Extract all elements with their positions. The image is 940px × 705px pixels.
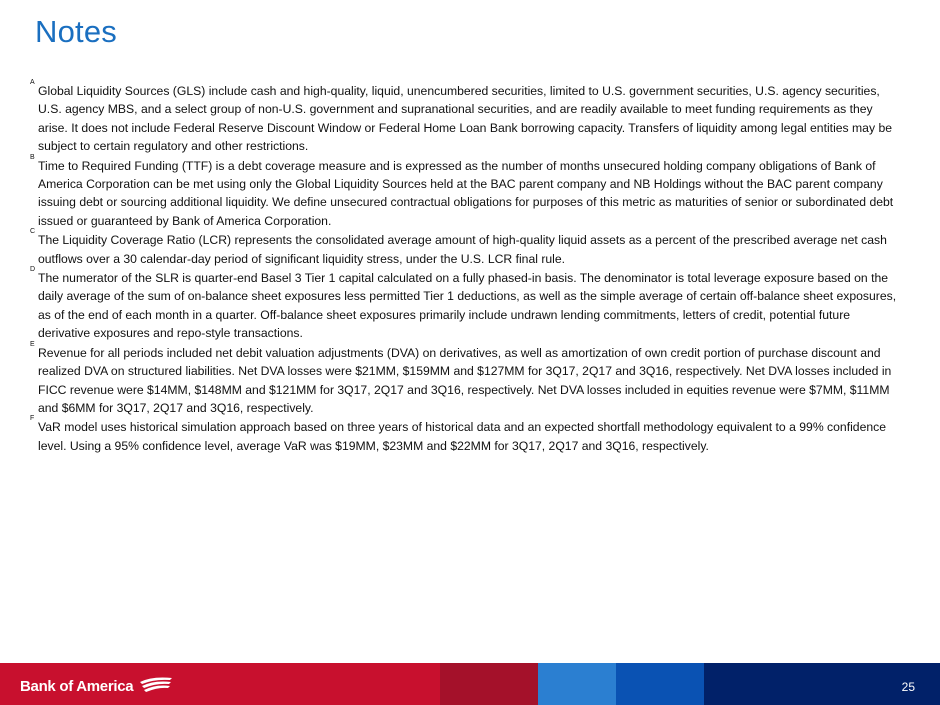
note-f xyxy=(30,415,902,455)
note-text: VaR model uses historical simulation approach based on three years of historical data and an expected shortfall methodology equivalent to a 99% confidence level. Using a 95% confidence level, average VaR was $19MM, $23MM and $22MM for 3Q17, 2Q17 and 3Q16, respectively. xyxy=(38,420,886,453)
notes-list xyxy=(30,79,902,456)
note-marker: E xyxy=(30,340,35,348)
page-title: Notes xyxy=(35,14,117,49)
note-marker: F xyxy=(30,415,35,423)
note-d xyxy=(30,266,902,343)
note-e xyxy=(30,340,902,418)
footer-segment-dark-red xyxy=(440,663,538,705)
note-marker: C xyxy=(30,228,36,236)
note-c xyxy=(30,228,902,268)
bank-of-america-logo xyxy=(20,675,174,697)
footer-segment-blue xyxy=(616,663,704,705)
note-marker: A xyxy=(30,79,35,86)
note-text: Global Liquidity Sources (GLS) include cash and high-quality, liquid, unencumbered securities, limited to U.S. government securities, U.S. agency securities, U.S. agency MBS, and a select group of non-U.S. government and supranational securities, and are readily available to meet funding requirements as they arise. It does not include Federal Reserve Discount Window or Federal Home Loan Bank borrowing capacity. Transfers of liquidity among legal entities may be subject to certain regulatory and other restrictions. xyxy=(38,84,892,154)
note-a xyxy=(30,79,902,156)
flag-logo-icon xyxy=(138,675,174,697)
footer-segment-light-blue xyxy=(538,663,616,705)
note-marker: D xyxy=(30,266,36,274)
note-marker: B xyxy=(30,153,35,161)
page-number: 25 xyxy=(901,680,915,694)
note-text: Revenue for all periods included net debit valuation adjustments (DVA) on derivatives, as well as amortization of own credit portion of purchase discount and realized DVA on structured liabilities. Net DVA losses were $21MM, $159MM and $127MM for 3Q17, 2Q17 and 3Q16, respectively. Net DVA losses included in FICC revenue were $14MM, $148MM and $121MM for 3Q17, 2Q17 and 3Q16, respectively. Net DVA losses included in equities revenue were $7MM, $11MM and $6MM for 3Q17, 2Q17 and 3Q16, respectively. xyxy=(38,345,892,415)
note-text: Time to Required Funding (TTF) is a debt coverage measure and is expressed as the number of months unsecured holding company obligations of Bank of America Corporation can be met using only the Global Liquidity Sources held at the BAC parent company and NB Holdings without the BAC parent company issuing debt or sourcing additional liquidity. We define unsecured contractual obligations for purposes of this metric as maturities of senior or subordinated debt issued or guaranteed by Bank of America Corporation. xyxy=(38,158,894,228)
note-text: The Liquidity Coverage Ratio (LCR) represents the consolidated average amount of high-quality liquid assets as a percent of the prescribed average net cash outflows over a 30 calendar-day period of significant liquidity stress, under the U.S. LCR final rule. xyxy=(38,233,887,266)
note-text: The numerator of the SLR is quarter-end Basel 3 Tier 1 capital calculated on a fully phased-in basis. The denominator is total leverage exposure based on the daily average of the sum of on-balance sheet exposures less permitted Tier 1 deductions, as well as the simple average of certain off-balance sheet exposures, as of the end of each month in a quarter. Off-balance sheet exposures primarily include undrawn lending commitments, letters of credit, potential future derivative exposures and repo-style transactions. xyxy=(38,271,897,341)
logo-text: Bank of America xyxy=(20,677,134,695)
note-b xyxy=(30,153,902,231)
